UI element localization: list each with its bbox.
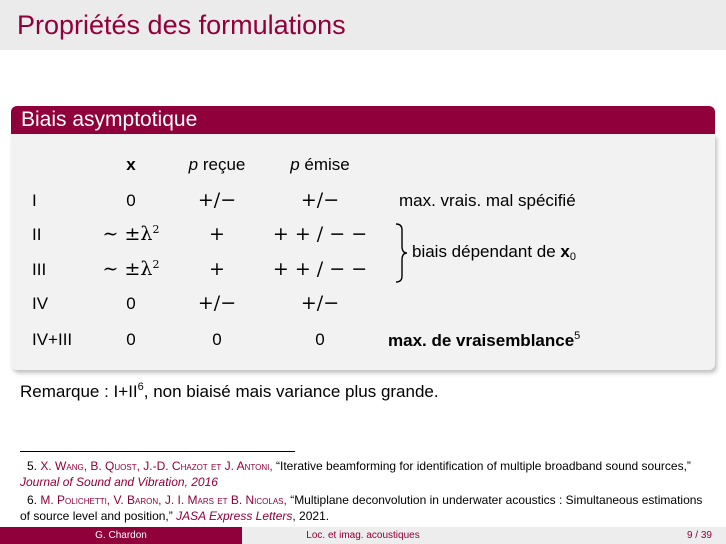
slide-title: Propriétés des formulations bbox=[17, 10, 346, 40]
footnote-authors[interactable]: M. Polichetti, V. Baron, J. I. Mars et B. Nicolas, bbox=[40, 493, 287, 507]
footnote-5: 5. X. Wang, B. Quost, J.-D. Chazot et J. Antoni, “Iterative beamforming for identification of multiple broadband sound sources,” Journal of Sound and Vibration, 2016 bbox=[20, 459, 691, 489]
header-x: x bbox=[126, 155, 136, 174]
cell-recue: + bbox=[209, 223, 225, 245]
row-note: max. vrais. mal spécifié bbox=[399, 191, 576, 210]
block-body bbox=[11, 134, 715, 370]
footnote-divider bbox=[20, 451, 295, 452]
cell-x: 0 bbox=[126, 330, 136, 349]
cell-x: 0 bbox=[126, 294, 136, 313]
row-label: III bbox=[32, 260, 47, 279]
block-title: Biais asymptotique bbox=[21, 108, 198, 131]
cell-x: 0 bbox=[126, 191, 136, 210]
cell-recue: + bbox=[209, 258, 225, 280]
footnote-6: 6. M. Polichetti, V. Baron, J. I. Mars et B. Nicolas, “Multiplane deconvolution in underwater acoustics : Simultaneous estimations of source level and position,” JASA Express Letters, 2021. bbox=[20, 493, 703, 523]
cell-recue: +/− bbox=[197, 292, 237, 314]
row-label: IV bbox=[32, 294, 49, 313]
cell-emise: + + / − − bbox=[272, 258, 368, 280]
cell-x: ∼ $\pm\lambda^2$ bbox=[102, 223, 160, 245]
header-p-emise: p émise bbox=[290, 155, 350, 174]
footer-bar bbox=[0, 527, 726, 544]
title-bar bbox=[0, 0, 726, 50]
remark: Remarque : $I+II^6$, non biaisé mais variance plus grande. bbox=[20, 381, 439, 401]
cell-x: ∼ $\pm\lambda^2$ bbox=[102, 258, 160, 280]
footnote-authors[interactable]: X. Wang, B. Quost, J.-D. Chazot et J. Antoni, bbox=[40, 459, 273, 473]
footer-page bbox=[484, 527, 726, 544]
cell-recue: 0 bbox=[212, 330, 222, 349]
row-note: max. de vraisemblance$^5$ bbox=[388, 330, 581, 350]
cell-emise: +/− bbox=[300, 292, 340, 314]
header-p-recue: p reçue bbox=[188, 155, 246, 174]
footer-author: G. Chardon bbox=[0, 527, 242, 544]
right-brace-icon bbox=[393, 222, 409, 284]
row-label: I bbox=[32, 191, 37, 210]
block-header bbox=[11, 106, 715, 134]
brace-note: biais dépendant de $x_0$ bbox=[412, 242, 576, 263]
theorem-block bbox=[11, 106, 715, 370]
footer-title: Loc. et imag. acoustiques bbox=[242, 527, 484, 544]
cell-emise: + + / − − bbox=[272, 223, 368, 245]
cell-recue: +/− bbox=[197, 189, 237, 211]
cell-emise: +/− bbox=[300, 189, 340, 211]
row-label: IV+III bbox=[32, 330, 73, 349]
cell-emise: 0 bbox=[315, 330, 325, 349]
row-label: II bbox=[32, 225, 42, 244]
page-number: 9 / 39 bbox=[686, 530, 712, 541]
